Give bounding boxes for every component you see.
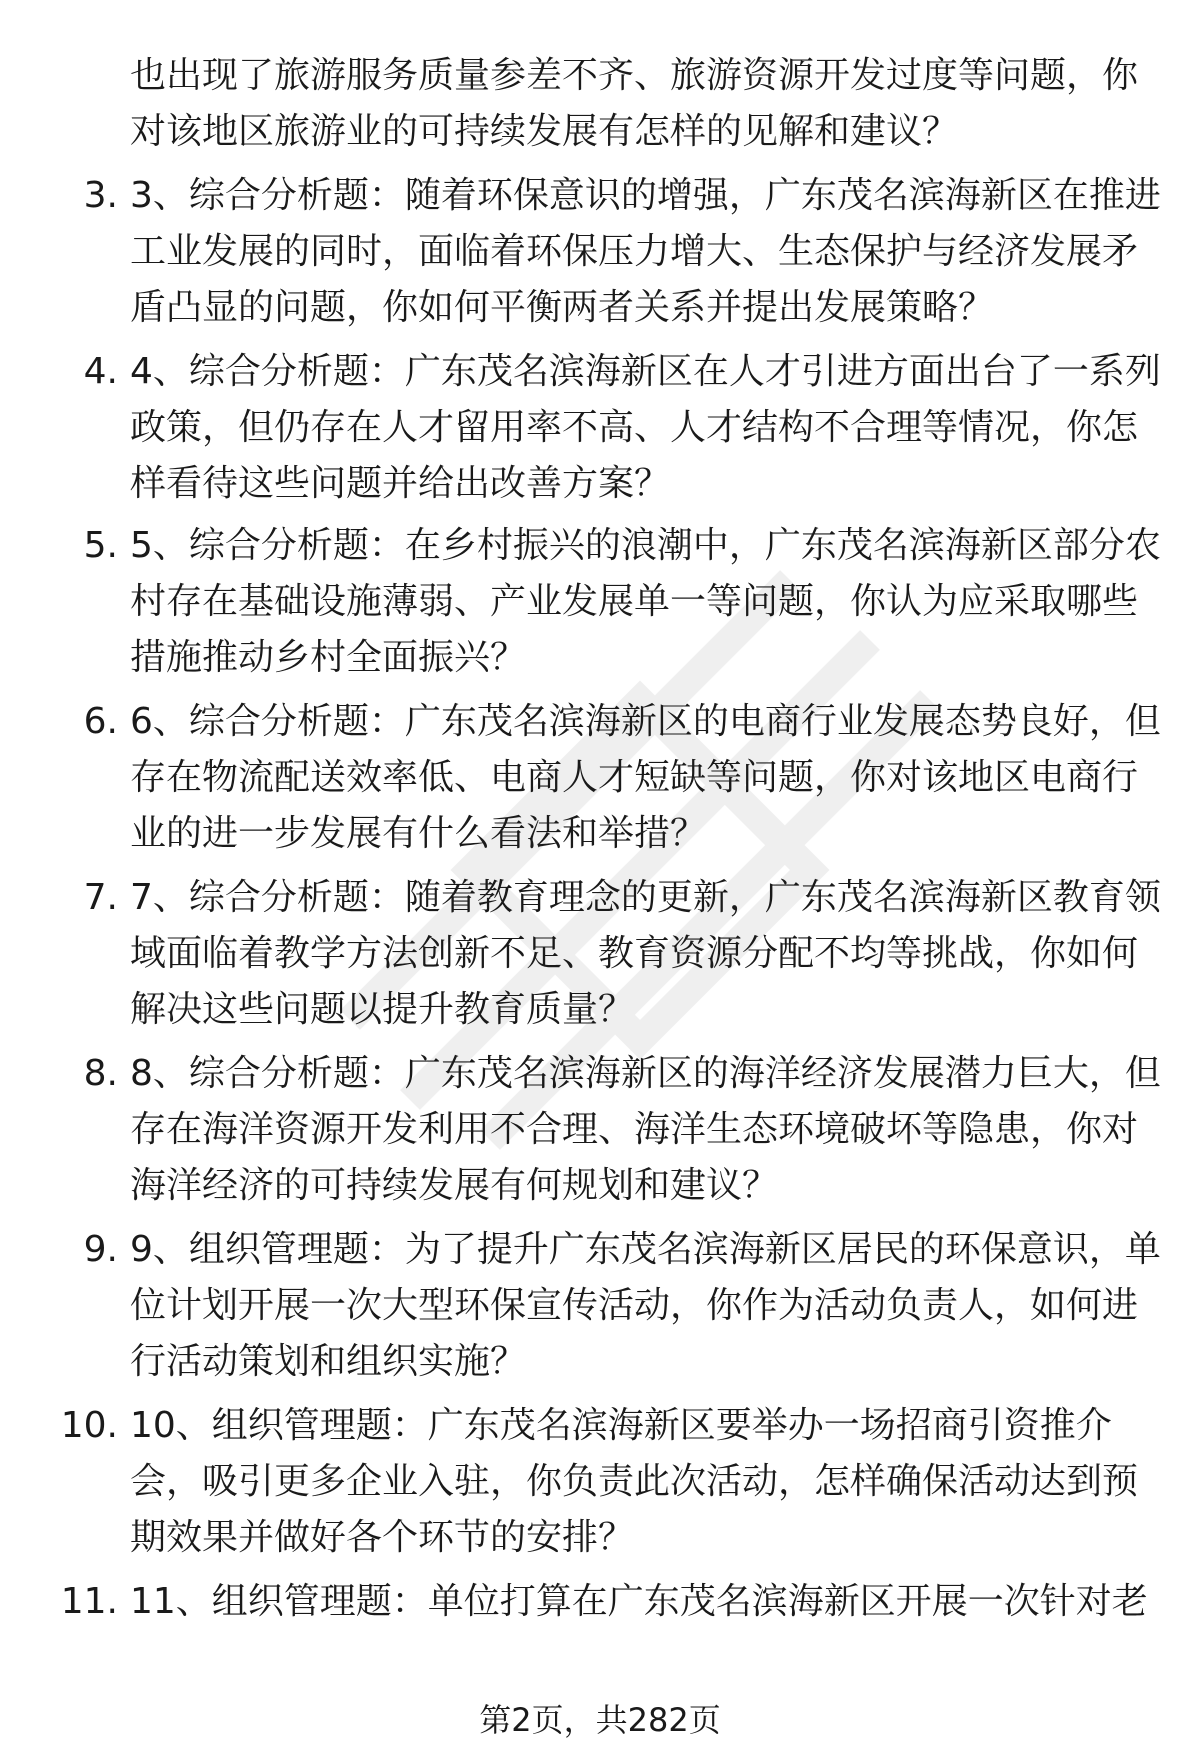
question-number: 7. <box>83 877 118 918</box>
question-line: 5、综合分析题：在乡村振兴的浪潮中，广东茂名滨海新区部分农 <box>130 525 1161 566</box>
question-line: 3、综合分析题：随着环保意识的增强，广东茂名滨海新区在推进 <box>130 175 1161 216</box>
question-number: 11. <box>60 1581 118 1622</box>
question-number: 9. <box>83 1229 118 1270</box>
question-line: 7、综合分析题：随着教育理念的更新，广东茂名滨海新区教育领 <box>130 877 1161 918</box>
question-line: 8、综合分析题：广东茂名滨海新区的海洋经济发展潜力巨大，但 <box>130 1053 1161 1094</box>
question-line: 村存在基础设施薄弱、产业发展单一等问题，你认为应采取哪些 <box>130 581 1139 622</box>
question-line: 11、组织管理题：单位打算在广东茂名滨海新区开展一次针对老 <box>130 1581 1148 1622</box>
question-number: 8. <box>83 1053 118 1094</box>
question-line: 9、组织管理题：为了提升广东茂名滨海新区居民的环保意识，单 <box>130 1229 1161 1270</box>
question-line: 存在物流配送效率低、电商人才短缺等问题，你对该地区电商行 <box>130 757 1139 798</box>
question-number: 5. <box>83 525 118 566</box>
question-line: 位计划开展一次大型环保宣传活动，你作为活动负责人，如何进 <box>130 1285 1139 1326</box>
question-line: 4、综合分析题：广东茂名滨海新区在人才引进方面出台了一系列 <box>130 351 1161 392</box>
question-line: 10、组织管理题：广东茂名滨海新区要举办一场招商引资推介 <box>130 1405 1112 1446</box>
question-line: 措施推动乡村全面振兴？ <box>130 637 527 678</box>
question-number: 10. <box>60 1405 118 1446</box>
question-number: 3. <box>83 175 118 216</box>
intro-line: 对该地区旅游业的可持续发展有怎样的见解和建议？ <box>130 111 959 152</box>
question-line: 样看待这些问题并给出改善方案？ <box>130 463 671 504</box>
question-number: 6. <box>83 701 118 742</box>
question-line: 海洋经济的可持续发展有何规划和建议？ <box>130 1165 779 1206</box>
question-line: 会，吸引更多企业入驻，你负责此次活动，怎样确保活动达到预 <box>130 1461 1139 1502</box>
question-line: 期效果并做好各个环节的安排？ <box>130 1517 635 1558</box>
question-line: 6、综合分析题：广东茂名滨海新区的电商行业发展态势良好，但 <box>130 701 1161 742</box>
page-number-footer: 第2页，共282页 <box>479 1701 721 1739</box>
question-line: 存在海洋资源开发利用不合理、海洋生态环境破坏等隐患，你对 <box>130 1109 1139 1150</box>
question-line: 盾凸显的问题，你如何平衡两者关系并提出发展策略？ <box>130 287 995 328</box>
question-line: 政策，但仍存在人才留用率不高、人才结构不合理等情况，你怎 <box>130 407 1139 448</box>
question-line: 工业发展的同时，面临着环保压力增大、生态保护与经济发展矛 <box>130 231 1139 272</box>
question-number: 4. <box>83 351 118 392</box>
question-line: 域面临着教学方法创新不足、教育资源分配不均等挑战，你如何 <box>130 933 1139 974</box>
question-line: 业的进一步发展有什么看法和举措？ <box>130 813 707 854</box>
question-line: 解决这些问题以提升教育质量？ <box>130 989 635 1030</box>
question-line: 行活动策划和组织实施？ <box>130 1341 527 1382</box>
intro-line: 也出现了旅游服务质量参差不齐、旅游资源开发过度等问题，你 <box>130 55 1139 96</box>
